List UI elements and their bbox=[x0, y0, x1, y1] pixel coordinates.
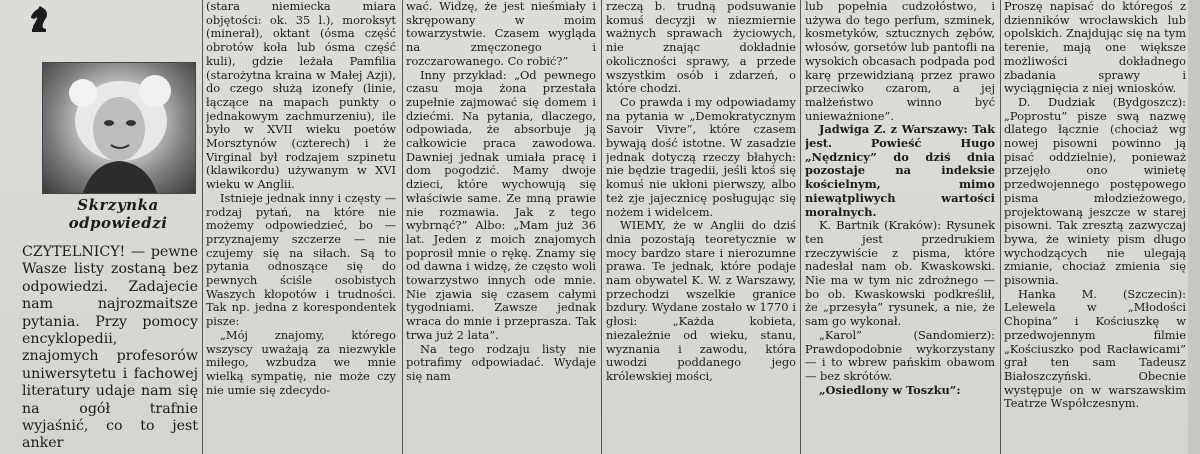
lead-paragraph: CZYTELNICY! — pewne Wasze listy zostaną bez odpowiedzi. Zadajecie nam najrozmaitsze pytania. Przy pomocy encyklopedii, znajomych profesorów uniwersytetu i fachowej literatury udaje nam się na ogół trafnie wyjaśnić, co to jest anker bbox=[22, 244, 198, 452]
text-column-4 bbox=[805, 0, 995, 454]
reply-paragraph: Jadwiga Z. z Warszawy: Tak jest. Powieść Hugo „Nędznicy” do dziś dnia pozostaje na indeksie kościelnym, mimo niewątpliwych wartości moralnych. bbox=[805, 122, 995, 219]
paragraph: Proszę napisać do któregoś z dzienników wrocławskich lub opolskich. Znajdując się na tym terenie, mają one większe możliwości dokładnego zbadania sprawy i wyciągnięcia z niej wniosków. bbox=[1004, 0, 1186, 96]
column-rule bbox=[402, 0, 403, 454]
paragraph: „Mój znajomy, którego wszyscy uważają za niezwykle miłego, wzbudza we mnie wielką sympatię, nie może czy nie umie się zdecydo- bbox=[206, 327, 396, 397]
portrait-photo bbox=[42, 62, 196, 194]
reply-paragraph: D. Dudziak (Bydgoszcz): „Poprostu” pisze swą nazwę dlatego łącznie (chociaż wg nowej pisowni powinno ją pisać oddzielnie), ponieważ przejęło ono winietę przedwojennego postępowego pisma młodzieżowego, projektowaną jeszcze w starej pisowni. Tak zresztą zazwyczaj bywa, że winiety pism długo wychodzących nie ulegają zmianie, chociaż zmienia się pisownia. bbox=[1004, 94, 1186, 288]
column-rule bbox=[202, 0, 203, 454]
paragraph: wać. Widzę, że jest nieśmiały i skrępowany w moim towarzystwie. Czasem wygląda na zmęczonego i rozczarowanego. Co robić?” bbox=[406, 0, 596, 68]
paragraph: lub popełnia cudzołóstwo, i używa do tego perfum, szminek, kosmetyków, sztucznych zębów, włosów, gorsetów lub pantofli na wysokich obcasach podpada pod karę przewidzianą przez prawo przeciwko czarom, a jej małżeństwo winno być unieważnione”. bbox=[805, 0, 995, 123]
reply-paragraph: „Karol” (Sandomierz): Prawdopodobnie wykorzystany — i to wbrew pańskim obawom — bez skrótów. bbox=[805, 327, 995, 383]
column-rule bbox=[601, 0, 602, 454]
paragraph: Co prawda i my odpowiadamy na pytania w „Demokratycznym Savoir Vivre”, które czasem bywają dość istotne. W zasadzie jednak dotyczą rzeczy błahych: nie będzie tragedii, jeśli ktoś się komuś nie ukłoni pierwszy, albo też zje jajecznicę posługując się nożem i widelcem. bbox=[606, 94, 796, 219]
reply-heading: „Osiedlony w Toszku”: bbox=[819, 382, 961, 397]
paragraph: Inny przykład: „Od pewnego czasu moja żona przestała zupełnie zajmować się domem i dziećmi. Na pytania, dlaczego, odpowiada, że absorbuje ją całkowicie praca zawodowa. Dawniej jednak umiała pracę i dom pogodzić. Mamy dwoje dzieci, które wychowują się właściwie same. Ze mną prawie nie rozmawia. Jak z tego wybrnąć?” Albo: „Mam już 36 lat. Jeden z moich znajomych poprosił mnie o rękę. Znamy się od dawna i widzę, że często woli towarzystwo innych ode mnie. Nie zjawia się czasem całymi tygodniami. Zawsze jednak wraca do mnie i przeprasza. Tak trwa już 2 lata”. bbox=[406, 67, 596, 342]
text-column-1 bbox=[206, 0, 396, 454]
paragraph: rzeczą b. trudną podsuwanie komuś decyzji w niezmiernie ważnych sprawach życiowych, nie znając dokładnie okoliczności sprawy, a przede wszystkim osób i zdarzeń, o które chodzi. bbox=[606, 0, 796, 96]
paragraph: Istnieje jednak inny i częsty — rodzaj pytań, na które nie możemy odpowiedzieć, bo — przyznajemy szczerze — nie czujemy się na siłach. Są to pytania odnoszące się do pewnych ściśle osobistych Waszych kłopotów i trudności. Tak np. jedna z korespondentek pisze: bbox=[206, 190, 396, 329]
reply-paragraph: K. Bartnik (Kraków): Rysunek ten jest przedrukiem rzeczywiście z pisma, które nadesłał nam ob. Kwaskowski. Nie ma w tym nic zdrożnego — bo ob. Kwaskowski podkreślił, że „przesyła” rysunek, a nie, że sam go wykonał. bbox=[805, 218, 995, 329]
paragraph: (stara niemiecka miara objętości: ok. 35 l.), moroksyt (minerał), oktant (ósma część obrotów koła lub ósma część kuli), gdzie leżała Pamfilia (starożytna kraina w Małej Azji), do czego służą izonefy (linie, łączące na mapach punkty o jednakowym zachmurzeniu), ile było w XVII wieku poetów Morsztynów (czterech) i że Virginal był rodzajem szpinetu (klawikordu) używanym w XVI wieku w Anglii. bbox=[206, 0, 396, 192]
reply-paragraph: Hanka M. (Szczecin): Lelewela w „Młodości Chopina” i Kościuszkę w przedwojennym filmie „Kościuszko pod Racławicami” grał ten sam Tadeusz Białoszczyński. Obecnie występuje on w warszawskim Teatrze Współczesnym. bbox=[1004, 286, 1186, 411]
text-column-5 bbox=[1004, 0, 1186, 454]
section-title: Skrzynka odpowiedzi bbox=[68, 196, 168, 232]
text-column-3 bbox=[606, 0, 796, 454]
text-column-2 bbox=[406, 0, 596, 454]
column-rule bbox=[800, 0, 801, 454]
paragraph: WIEMY, że w Anglii do dziś dnia pozostają teoretycznie w mocy bardzo stare i nierozumne prawa. Te jednak, które podaje nam obywatel K. W. z Warszawy, przechodzi wszelkie granice bzdury. Wydane zostało w 1770 i głosi: „Każda kobieta, niezależnie od wieku, stanu, wyznania i zawodu, która uwodzi poddanego jego królewskiej mości, bbox=[606, 218, 796, 383]
paragraph: Na tego rodzaju listy nie potrafimy odpowiadać. Wydaje się nam bbox=[406, 341, 596, 383]
chess-knight-icon bbox=[26, 4, 52, 34]
column-rule bbox=[1000, 0, 1001, 454]
page-edge bbox=[1188, 0, 1200, 454]
